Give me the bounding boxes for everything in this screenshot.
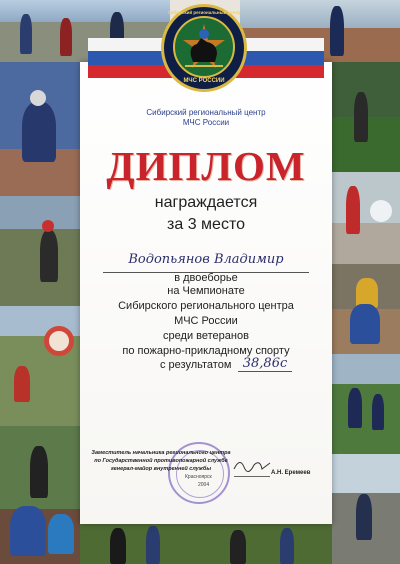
photo-bottom [80,524,332,564]
signature-line [234,476,270,477]
mchs-line: МЧС России [174,315,238,327]
result-label: с результатом [160,359,232,371]
result-value: 38,86с [238,356,292,372]
place-line: за 3 место [167,216,245,233]
emblem-inner [173,16,235,78]
stamp-city: Красноярск [185,474,212,480]
stamp-year: 2004 [198,482,210,488]
signature-title: Заместитель начальника регионального центра по Государственной противопожарной службе генерал-майор внутренней службы [91,450,231,472]
organization-name: Сибирский региональный центр МЧС России [146,108,266,127]
center-line: Сибирского регионального центра [118,300,294,312]
photo-right-1 [332,62,400,172]
bear-star-icon [175,18,233,76]
photo-left-3 [0,306,80,426]
event-line: в двоеборье [174,272,238,284]
photo-right-2 [332,172,400,264]
championship-line: на Чемпионате [167,285,245,297]
photo-left-1 [0,62,80,196]
awarded-line: награждается [154,194,258,211]
photo-right-3 [332,264,400,354]
photo-left-4 [0,426,80,564]
emblem-top-text: Сибирский региональный центр [167,10,241,15]
sport-line: по пожарно-прикладному спорту [122,345,290,357]
emblem-bottom-text: МЧС РОССИИ [183,78,225,84]
photo-left-2 [0,196,80,306]
diploma-title: ДИПЛОМ [106,143,306,189]
recipient-name: Водопьянов Владимир [103,252,309,273]
photo-right-5 [332,454,400,564]
handwritten-signature [232,455,272,475]
signatory-name: А.Н. Еремеев [271,470,311,476]
veterans-line: среди ветеранов [163,330,249,342]
emblem-logo [161,4,247,92]
photo-right-4 [332,354,400,454]
